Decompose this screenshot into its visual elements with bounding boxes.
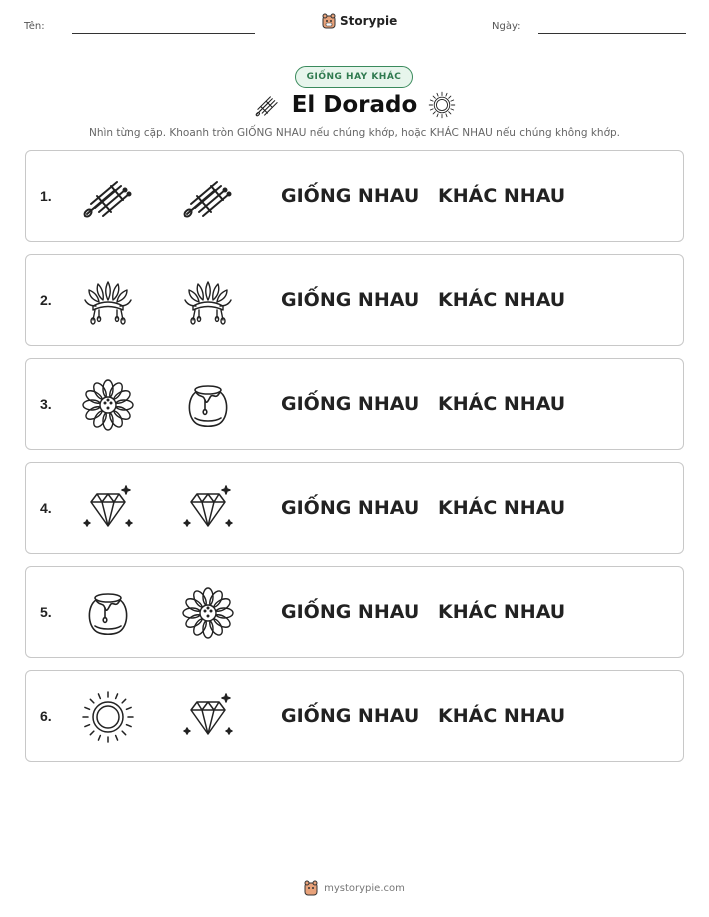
footer-site[interactable]: mystorypie.com (324, 882, 405, 894)
diamond-icon (181, 482, 235, 536)
different-option[interactable]: KHÁC NHAU (438, 601, 566, 623)
diamond-icon (181, 690, 235, 744)
different-option[interactable]: KHÁC NHAU (438, 497, 566, 519)
question-row (25, 254, 684, 346)
instructions: Nhìn từng cặp. Khoanh tròn GIỐNG NHAU nếu chúng khớp, hoặc KHÁC NHAU nếu chúng không khớp. (88, 127, 621, 139)
mascot-icon (304, 880, 318, 896)
raft-icon (181, 170, 235, 224)
headdress-icon (181, 274, 235, 328)
question-row (25, 462, 684, 554)
question-row (25, 150, 684, 242)
headdress-icon (81, 274, 135, 328)
brand-name: Storypie (340, 14, 398, 28)
same-option[interactable]: GIỐNG NHAU (281, 705, 420, 727)
sun-icon (427, 90, 457, 120)
question-number: 4. (40, 500, 52, 516)
question-row (25, 358, 684, 450)
question-number: 6. (40, 708, 52, 724)
date-line[interactable] (538, 33, 686, 34)
worksheet-type-badge: GIỐNG HAY KHÁC (295, 66, 413, 88)
question-number: 1. (40, 188, 52, 204)
different-option[interactable]: KHÁC NHAU (438, 393, 566, 415)
same-option[interactable]: GIỐNG NHAU (281, 601, 420, 623)
date-label: Ngày: (492, 21, 521, 32)
name-line[interactable] (72, 33, 255, 34)
same-option[interactable]: GIỐNG NHAU (281, 497, 420, 519)
question-number: 5. (40, 604, 52, 620)
question-number: 3. (40, 396, 52, 412)
name-label: Tên: (24, 21, 45, 32)
honey-pot-icon (81, 586, 135, 640)
different-option[interactable]: KHÁC NHAU (438, 289, 566, 311)
footer (0, 880, 709, 896)
title-row (0, 90, 709, 120)
brand-logo (322, 13, 397, 29)
honey-pot-icon (181, 378, 235, 432)
page-title: El Dorado (291, 92, 418, 118)
different-option[interactable]: KHÁC NHAU (438, 705, 566, 727)
question-row (25, 566, 684, 658)
raft-icon (252, 92, 282, 118)
flower-icon (181, 586, 235, 640)
question-row (25, 670, 684, 762)
question-number: 2. (40, 292, 52, 308)
diamond-icon (81, 482, 135, 536)
flower-icon (81, 378, 135, 432)
mascot-icon (322, 13, 336, 29)
same-option[interactable]: GIỐNG NHAU (281, 393, 420, 415)
same-option[interactable]: GIỐNG NHAU (281, 185, 420, 207)
raft-icon (81, 170, 135, 224)
sun-icon (81, 690, 135, 744)
same-option[interactable]: GIỐNG NHAU (281, 289, 420, 311)
different-option[interactable]: KHÁC NHAU (438, 185, 566, 207)
